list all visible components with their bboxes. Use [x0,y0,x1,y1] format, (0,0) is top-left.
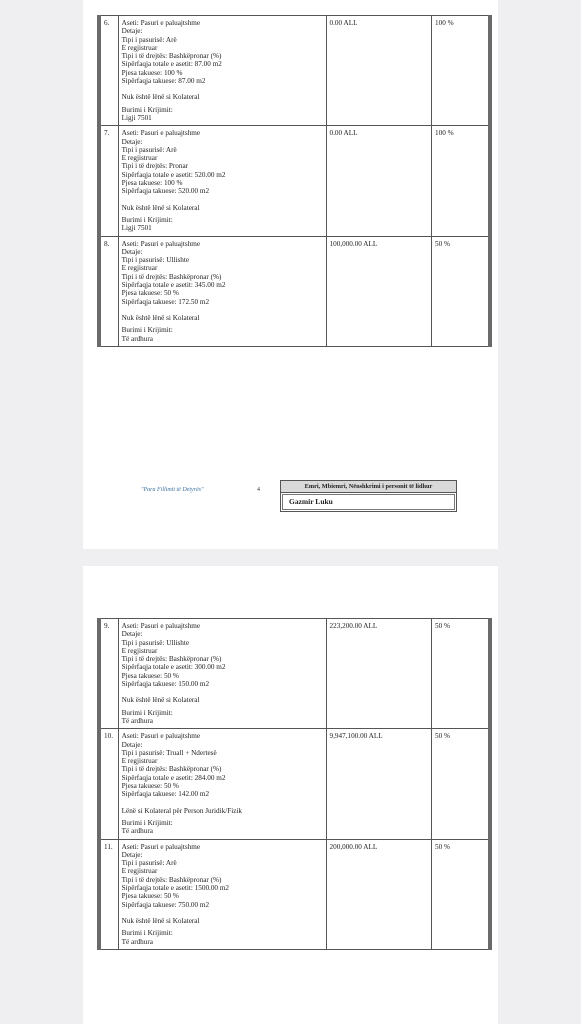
property-type: Tipi i pasurisë: Arë [121,145,177,154]
details-label: Detaje: [121,27,143,36]
ownership-share: 100 % [432,16,490,126]
source-value: Ligji 7501 [121,224,152,233]
details-label: Detaje: [121,247,143,256]
right-type: Tipi i të drejtës: Bashkëpronar (%) [121,765,222,774]
share-part: Pjesa takuese: 50 % [121,892,179,901]
details-label: Detaje: [121,137,143,146]
asset-label: Aseti: Pasuri e paluajtshme [121,622,201,630]
signature-box [280,480,457,512]
property-type: Tipi i pasurisë: Arë [121,35,177,44]
share-part: Pjesa takuese: 50 % [121,671,179,680]
registered-status: E regjistruar [121,757,158,766]
asset-label: Aseti: Pasuri e paluajtshme [121,732,201,741]
total-area: Sipërfaqja totale e asetit: 300.00 m2 [121,663,226,672]
right-type: Tipi i të drejtës: Pronar [121,162,189,171]
collateral-status: Nuk është lënë si Kolateral [121,696,200,705]
share-part: Pjesa takuese: 50 % [121,289,179,298]
property-type: Tipi i pasurisë: Ullishte [121,638,190,647]
total-area: Sipërfaqja totale e asetit: 345.00 m2 [121,281,226,290]
share-area: Sipërfaqja takuese: 172.50 m2 [121,297,210,306]
collateral-status: Nuk është lënë si Kolateral [121,313,200,322]
source-label: Burimi i Krijimit: [121,818,173,827]
table-row [99,236,490,346]
asset-value: 100,000.00 ALL [326,236,432,346]
assets-table-body [99,16,490,347]
table-row [99,126,490,236]
row-number: 10. [99,729,118,839]
asset-description [118,126,326,236]
asset-value: 200,000.00 ALL [326,839,432,949]
asset-value: 9,947,100.00 ALL [326,729,432,839]
share-part: Pjesa takuese: 100 % [121,179,183,188]
source-value: Ligji 7501 [121,113,152,122]
page-number: 4 [257,487,260,493]
asset-label: Aseti: Pasuri e paluajtshme [121,842,201,851]
source-value: Të ardhura [121,937,153,946]
asset-value: 0.00 ALL [326,16,432,126]
source-label: Burimi i Krijimit: [121,215,173,224]
signature-header: Emri, Mbiemri, Nënshkrimi i personit të lidhur [281,481,456,493]
asset-label: Aseti: Pasuri e paluajtshme [121,19,201,27]
ownership-share: 50 % [432,619,490,729]
share-area: Sipërfaqja takuese: 520.00 m2 [121,187,210,196]
source-label: Burimi i Krijimit: [121,708,173,717]
share-area: Sipërfaqja takuese: 142.00 m2 [121,790,210,799]
total-area: Sipërfaqja totale e asetit: 87.00 m2 [121,60,222,69]
details-label: Detaje: [121,630,143,639]
assets-table-body [99,619,490,950]
source-value: Të ardhura [121,334,153,343]
total-area: Sipërfaqja totale e asetit: 284.00 m2 [121,773,226,782]
asset-description [118,16,326,126]
ownership-share: 50 % [432,729,490,839]
source-label: Burimi i Krijimit: [121,105,173,114]
property-type: Tipi i pasurisë: Arë [121,859,177,868]
asset-description [118,236,326,346]
ownership-share: 100 % [432,126,490,236]
right-type: Tipi i të drejtës: Bashkëpronar (%) [121,52,222,61]
property-type: Tipi i pasurisë: Truall + Ndertesë [121,748,217,757]
right-type: Tipi i të drejtës: Bashkëpronar (%) [121,655,222,664]
assets-table [97,618,492,950]
registered-status: E regjistruar [121,43,158,52]
asset-value: 0.00 ALL [326,126,432,236]
row-number: 7. [99,126,118,236]
row-number: 11. [99,839,118,949]
source-label: Burimi i Krijimit: [121,929,173,938]
collateral-status: Nuk është lënë si Kolateral [121,916,200,925]
asset-description [118,619,326,729]
collateral-status: Lënë si Kolateral për Person Juridik/Fizik [121,806,242,815]
source-value: Të ardhura [121,827,153,836]
registered-status: E regjistruar [121,867,158,876]
registered-status: E regjistruar [121,154,158,163]
asset-label: Aseti: Pasuri e paluajtshme [121,239,201,248]
right-type: Tipi i të drejtës: Bashkëpronar (%) [121,272,222,281]
assets-table [97,15,492,347]
total-area: Sipërfaqja totale e asetit: 520.00 m2 [121,170,226,179]
source-label: Burimi i Krijimit: [121,326,173,335]
collateral-status: Nuk është lënë si Kolateral [121,93,200,102]
document-page-2 [83,566,498,1024]
source-value: Të ardhura [121,716,153,725]
footer-title: "Para Fillimit të Detyrës" [141,487,204,493]
collateral-status: Nuk është lënë si Kolateral [121,203,200,212]
property-type: Tipi i pasurisë: Ullishte [121,256,190,265]
share-part: Pjesa takuese: 100 % [121,68,183,77]
asset-value: 223,200.00 ALL [326,619,432,729]
row-number: 8. [99,236,118,346]
total-area: Sipërfaqja totale e asetit: 1500.00 m2 [121,884,230,893]
ownership-share: 50 % [432,839,490,949]
table-row [99,619,490,729]
table-row [99,16,490,126]
asset-description [118,729,326,839]
share-area: Sipërfaqja takuese: 150.00 m2 [121,680,210,689]
asset-description [118,839,326,949]
row-number: 9. [99,619,118,729]
table-row [99,839,490,949]
asset-label: Aseti: Pasuri e paluajtshme [121,129,201,138]
share-area: Sipërfaqja takuese: 750.00 m2 [121,900,210,909]
registered-status: E regjistruar [121,264,158,273]
share-part: Pjesa takuese: 50 % [121,782,179,791]
ownership-share: 50 % [432,236,490,346]
registered-status: E regjistruar [121,646,158,655]
document-page-1 [83,0,498,549]
details-label: Detaje: [121,740,143,749]
table-row [99,729,490,839]
signature-name: Gazmir Luku [282,494,455,510]
details-label: Detaje: [121,850,143,859]
share-area: Sipërfaqja takuese: 87.00 m2 [121,77,206,86]
row-number: 6. [99,16,118,126]
right-type: Tipi i të drejtës: Bashkëpronar (%) [121,875,222,884]
